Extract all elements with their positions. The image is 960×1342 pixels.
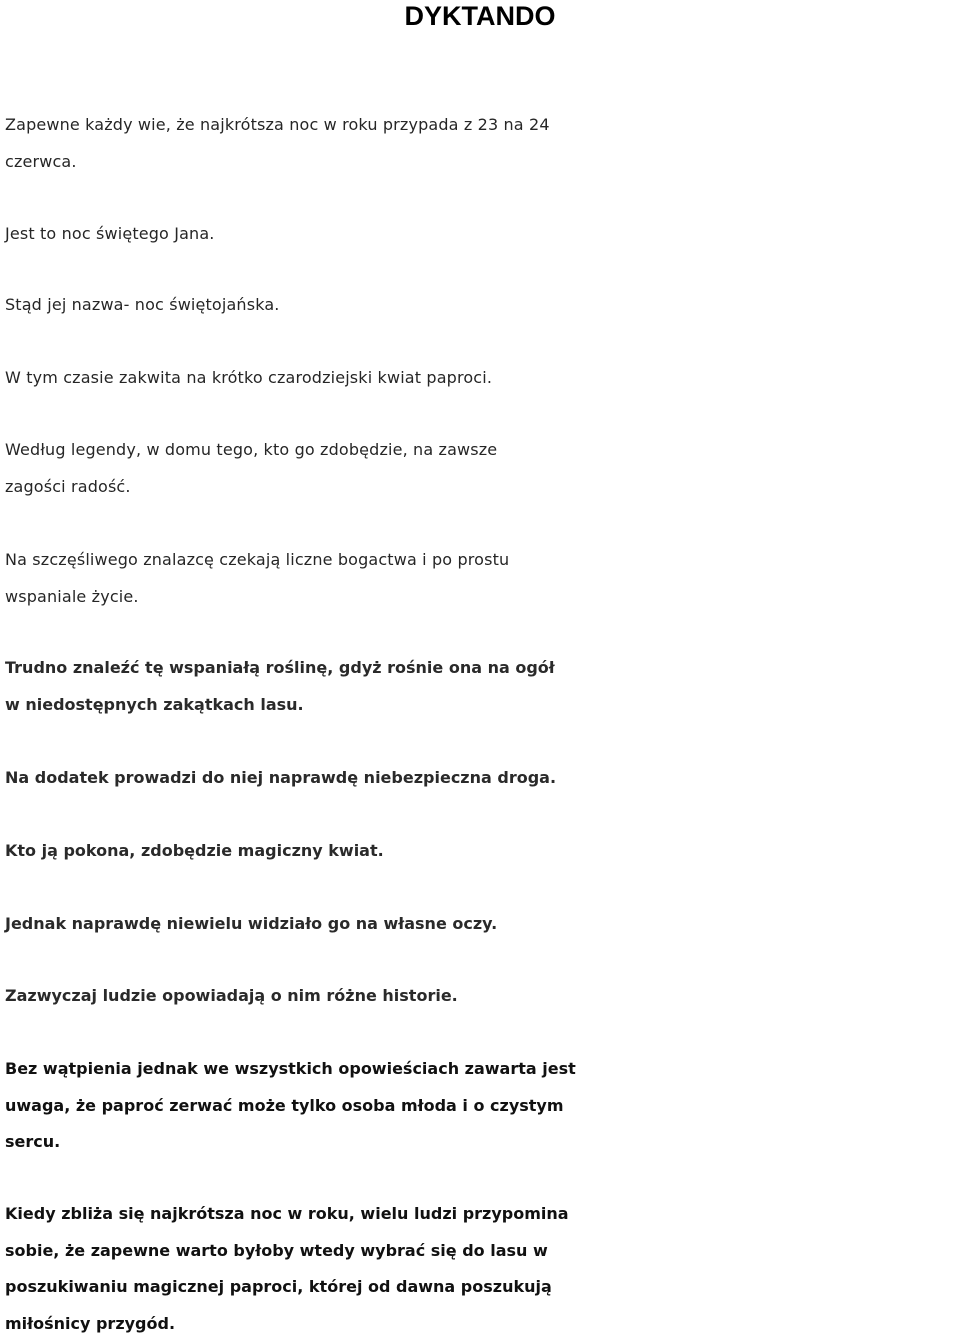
paragraph-line: w niedostępnych zakątkach lasu.	[5, 694, 304, 714]
paragraph-line: czerwca.	[5, 151, 77, 171]
paragraph	[5, 432, 957, 505]
paragraph	[5, 760, 957, 797]
paragraph	[5, 287, 957, 324]
paragraph-line: Zapewne każdy wie, że najkrótsza noc w roku przypada z 23 na 24	[5, 115, 550, 134]
paragraph-line: Zazwyczaj ludzie opowiadają o nim różne historie.	[5, 986, 458, 1005]
paragraph	[5, 1051, 957, 1161]
paragraph	[5, 216, 957, 253]
paragraph-line: W tym czasie zakwita na krótko czarodziejski kwiat paproci.	[5, 368, 493, 387]
paragraph	[5, 906, 957, 943]
paragraph-line: Według legendy, w domu tego, kto go zdobędzie, na zawsze	[5, 440, 498, 459]
paragraph-line: poszukiwaniu magicznej paproci, której od dawna poszukują	[5, 1277, 552, 1296]
paragraph-line: Trudno znaleźć tę wspaniałą roślinę, gdyż rośnie ona na ogół	[5, 658, 555, 677]
paragraph-line: Kto ją pokona, zdobędzie magiczny kwiat.	[5, 841, 384, 860]
paragraph-line: Jest to noc świętego Jana.	[5, 224, 215, 243]
paragraph-line: miłośnicy przygód.	[5, 1313, 176, 1333]
paragraph	[5, 360, 957, 397]
paragraph	[5, 650, 957, 723]
paragraph-line: Kiedy zbliża się najkrótsza noc w roku, wielu ludzi przypomina	[5, 1204, 569, 1223]
document-title: DYKTANDO	[404, 1, 556, 31]
paragraph-line: Bez wątpienia jednak we wszystkich opowieściach zawarta jest	[5, 1059, 576, 1078]
paragraph-line: zagości radość.	[5, 476, 131, 496]
paragraph-line: Stąd jej nazwa- noc świętojańska.	[5, 295, 280, 314]
paragraph-line: sercu.	[5, 1132, 61, 1151]
paragraph-line: wspaniale życie.	[5, 586, 139, 606]
paragraph-line: uwaga, że paproć zerwać może tylko osoba młoda i o czystym	[5, 1095, 564, 1115]
paragraph-line: sobie, że zapewne warto byłoby wtedy wybrać się do lasu w	[5, 1240, 548, 1260]
paragraph	[5, 978, 957, 1015]
paragraph	[5, 542, 957, 615]
paragraph	[5, 107, 957, 180]
paragraph	[5, 833, 957, 870]
paragraph-line: Jednak naprawdę niewielu widziało go na własne oczy.	[5, 914, 498, 933]
paragraph	[5, 1196, 957, 1342]
paragraph-line: Na szczęśliwego znalazcę czekają liczne bogactwa i po prostu	[5, 550, 510, 569]
paragraph-line: Na dodatek prowadzi do niej naprawdę niebezpieczna droga.	[5, 768, 557, 787]
